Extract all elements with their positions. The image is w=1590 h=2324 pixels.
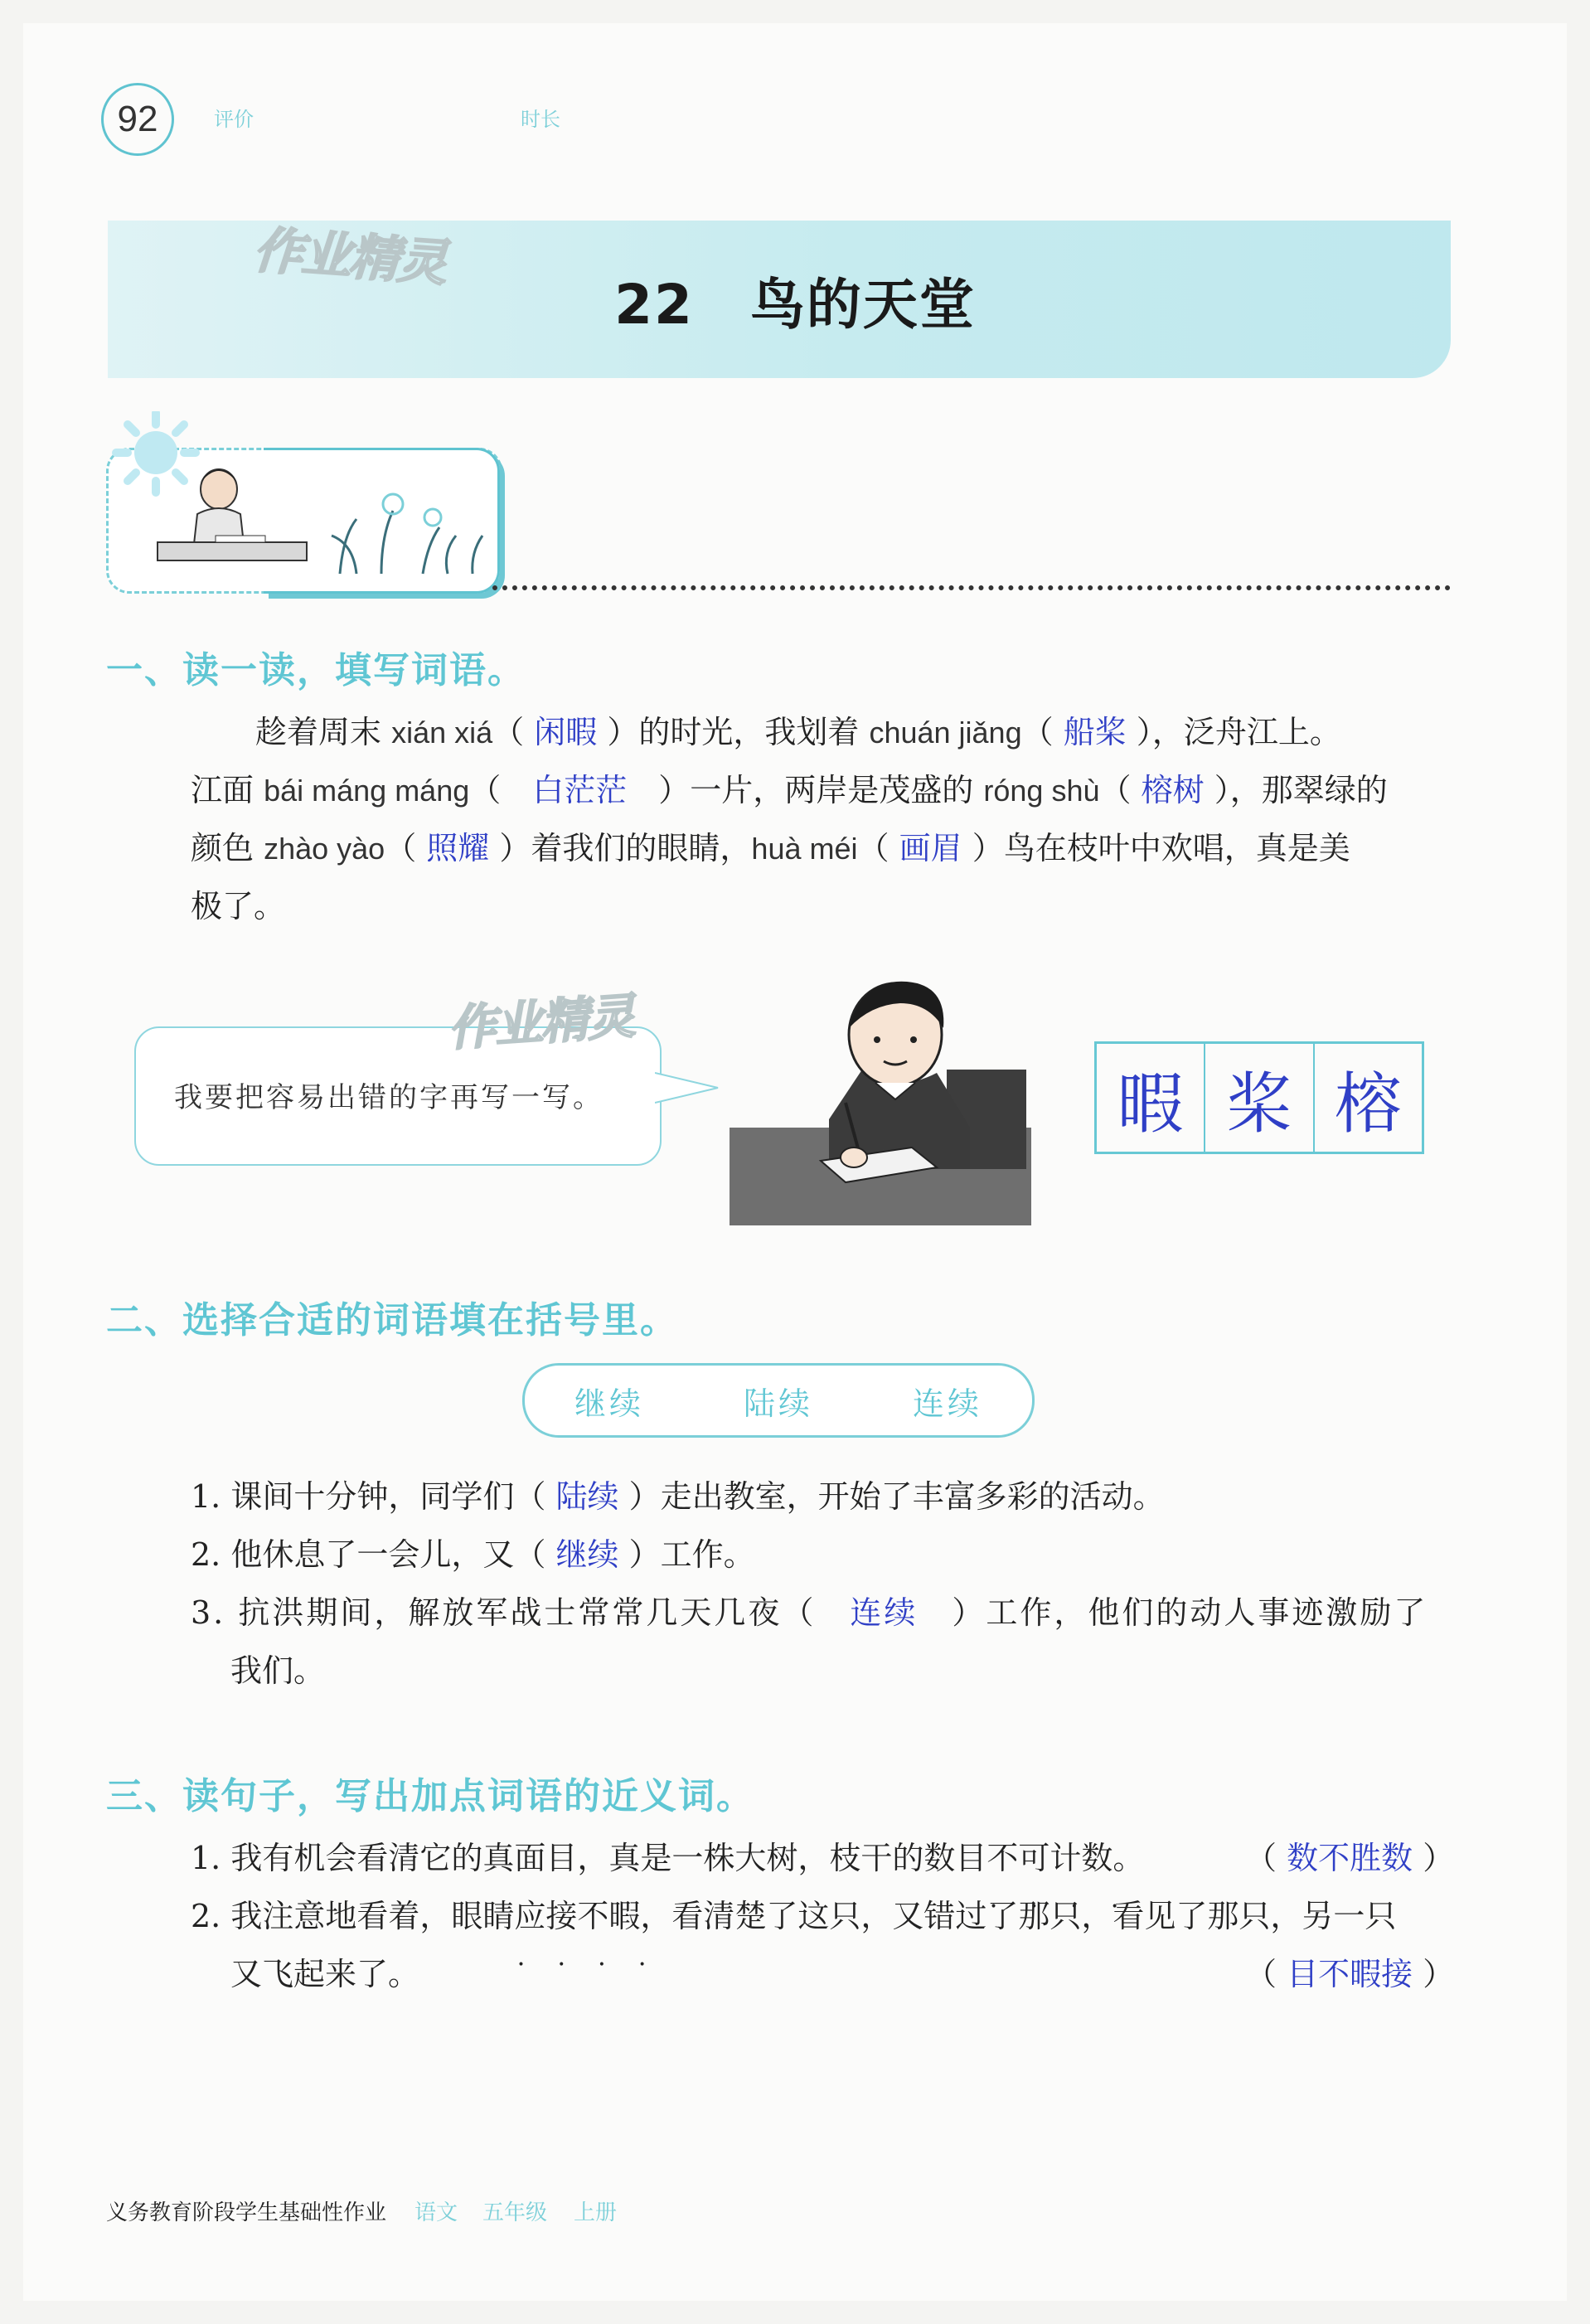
footer-grade: 五年级 [482, 2200, 548, 2225]
question-2-3-cont: 我们。 [230, 1652, 326, 1689]
answer[interactable]: 画眉 [899, 830, 962, 866]
text: 。 [1113, 1840, 1145, 1876]
text: 一片，两岸是茂盛的 [690, 772, 984, 808]
text: ，泛舟江上。 [1151, 714, 1341, 750]
text: 着我们的眼睛， [531, 830, 752, 866]
question-3-2-cont: 又飞起来了。 [230, 1956, 420, 1992]
grid-cell[interactable]: 桨 [1205, 1044, 1314, 1152]
bubble-tail-icon [655, 1070, 721, 1111]
lesson-title: 22 鸟的天堂 [614, 273, 976, 337]
grid-cell[interactable]: 榕 [1335, 1065, 1402, 1143]
pinyin: chuán jiǎng [869, 716, 1022, 750]
answer[interactable]: 榕树 [1141, 772, 1205, 808]
text: 鸟在枝叶中欢唱，真是美 [1003, 830, 1350, 866]
text: 趁着周末 [255, 714, 392, 750]
item-number: 2. [191, 1898, 221, 1934]
boy-writing-icon [158, 469, 307, 560]
text: 颜色 [191, 830, 264, 866]
writing-grid [1094, 1041, 1424, 1154]
text: ，看清楚了这只，又错过了那只，看见了那只，另一只 [640, 1898, 1397, 1934]
answer[interactable]: 白茫茫 [532, 772, 628, 808]
answer[interactable]: 数不胜数 [1287, 1840, 1413, 1876]
text: 课间十分钟，同学们（ [230, 1478, 546, 1515]
pinyin: huà méi [751, 832, 858, 866]
dotted-phrase: 应接不暇 • • • • [514, 1898, 640, 1934]
intro-illustration [108, 411, 506, 594]
item-number: 1. [191, 1478, 221, 1515]
fill-line-2: 江面 bái máng máng（ 白茫茫 ）一片，两岸是茂盛的 róng shù（ 榕树 ），那翠绿的 [191, 772, 1388, 808]
item-number: 3. [191, 1594, 226, 1631]
question-2-1 [191, 1468, 1165, 1526]
rating-label: 评价 [214, 108, 254, 131]
word-option: 继续 [574, 1385, 644, 1422]
section2-heading: 二、选择合适的词语填在括号里。 [106, 1299, 678, 1342]
item-number: 2. [191, 1536, 221, 1573]
text: ）工作。 [628, 1536, 755, 1573]
section3-heading: 三、读句子，写出加点词语的近义词。 [106, 1775, 754, 1817]
text: ，那翠绿的 [1229, 772, 1388, 808]
question-3-1 [191, 1829, 1144, 1887]
footer-volume: 上册 [574, 2200, 618, 2225]
answer[interactable]: 陆续 [555, 1478, 619, 1515]
fill-line-1: 趁着周末 xián xiá（ 闲暇 ）的时光，我划着 chuán jiǎng（ 船桨 ），泛舟江上。 [255, 714, 1341, 750]
pinyin: zhào yào [264, 832, 385, 866]
text: 江面 [191, 772, 264, 808]
answer[interactable]: 船桨 [1063, 714, 1127, 750]
footer-series: 义务教育阶段学生基础性作业 [106, 2200, 387, 2225]
watermark-top: 作业精灵 [251, 221, 448, 293]
text: ）工作，他们的动人事迹激励了 [952, 1594, 1428, 1631]
pinyin: xián xiá [391, 716, 493, 750]
answer[interactable]: 目不暇接 [1287, 1956, 1413, 1992]
answer[interactable]: 连续 [850, 1594, 919, 1631]
fill-line-3: 颜色 zhào yào（ 照耀 ）着我们的眼睛，huà méi（ 画眉 ）鸟在枝叶中欢唱，真是美 [191, 830, 1350, 866]
answer-3-2: （ 目不暇接 ） [1245, 1956, 1455, 1992]
pinyin: róng shù [983, 774, 1100, 808]
answer-3-1: （ 数不胜数 ） [1245, 1840, 1455, 1876]
watermark-middle: 作业精灵 [446, 987, 636, 1057]
text: 我有机会看清它的真面目，真是一株大树，枝干的数目 [230, 1840, 987, 1876]
answer[interactable]: 照耀 [426, 830, 490, 866]
pinyin: bái máng máng [264, 774, 470, 808]
boy-writing-illustration [730, 970, 1036, 1227]
text: 抗洪期间，解放军战士常常几天几夜（ [238, 1594, 817, 1631]
question-2-2 [191, 1526, 755, 1584]
text: 我注意地看着，眼睛 [230, 1898, 515, 1934]
text: 他休息了一会儿，又（ [230, 1536, 546, 1573]
fill-line-4: 极了。 [191, 888, 286, 924]
plants-icon [332, 494, 482, 574]
answer[interactable]: 继续 [555, 1536, 619, 1573]
word-option: 连续 [912, 1385, 982, 1422]
question-2-3 [191, 1584, 1428, 1642]
answer[interactable]: 闲暇 [534, 714, 598, 750]
text: 的时光，我划着 [638, 714, 870, 750]
duration-label: 时长 [521, 108, 560, 131]
page-number: 92 [101, 83, 174, 156]
question-3-2 [191, 1887, 1396, 1945]
dotted-divider [492, 585, 1451, 590]
text: ）走出教室，开始了丰富多彩的活动。 [628, 1478, 1165, 1515]
dotted-phrase: 不可计数 • • • • [986, 1840, 1113, 1876]
word-bank [522, 1363, 1035, 1438]
word-option: 陆续 [743, 1385, 813, 1422]
bubble-text: 我要把容易出错的字再写一写。 [174, 1081, 604, 1114]
sun-icon [116, 413, 196, 492]
footer-subject: 语文 [414, 2200, 458, 2225]
item-number: 1. [191, 1840, 221, 1876]
grid-cell[interactable]: 暇 [1097, 1044, 1205, 1152]
section1-heading: 一、读一读，填写词语。 [106, 649, 526, 691]
